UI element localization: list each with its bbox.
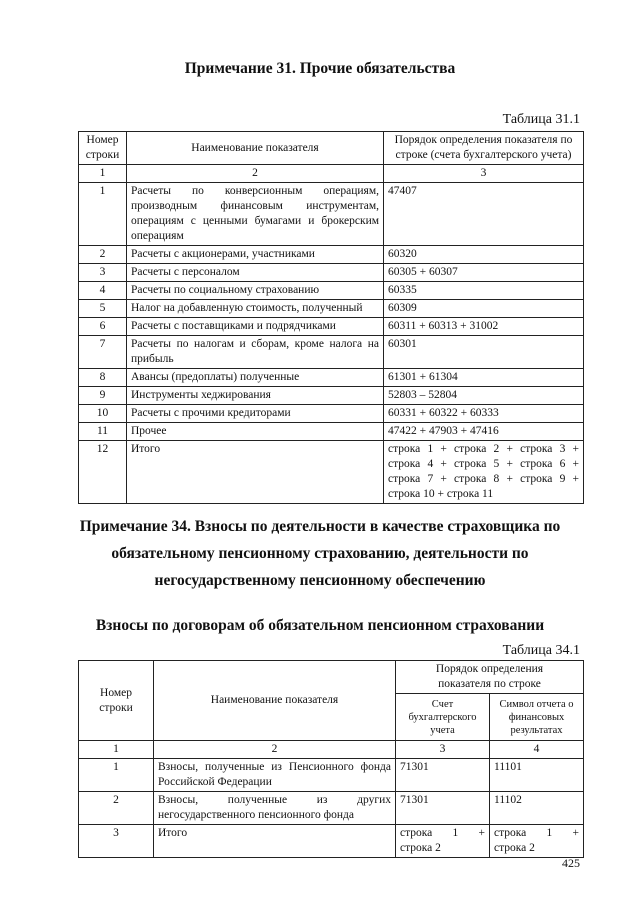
col-num-2: 2 [127, 165, 384, 183]
row-accounts [384, 246, 584, 264]
row-accounts [384, 318, 584, 336]
cell-line: операциям с ценными бумагами и брокерским [131, 215, 379, 227]
cell-line: Налог на добавленную стоимость, полученный [131, 302, 363, 314]
cell-line: 11101 [494, 761, 522, 773]
table-row [79, 318, 584, 336]
cell-line: Расчеты с поставщиками и подрядчиками [131, 320, 336, 332]
row-name [127, 246, 384, 264]
row-number: 11 [79, 423, 127, 441]
row-name [127, 336, 384, 369]
table-34-1 [78, 660, 584, 858]
row-number: 8 [79, 369, 127, 387]
cell-line: строка 1 + строка 2 + строка 3 + [388, 443, 579, 455]
table-row [79, 441, 584, 504]
row-name [127, 264, 384, 282]
cell-line: Прочее [131, 425, 167, 437]
table-row [79, 264, 584, 282]
row-name [154, 825, 396, 858]
row-number: 10 [79, 405, 127, 423]
col-num-1: 1 [79, 741, 154, 759]
cell-line: строка 1 + [400, 827, 485, 839]
cell-line: 60311 + 60313 + 31002 [388, 320, 499, 332]
cell-line: Расчеты по социальному страхованию [131, 284, 320, 296]
row-accounts [384, 264, 584, 282]
cell-line: Расчеты по налогам и сборам, кроме налога на [131, 338, 379, 350]
row-accounts [384, 282, 584, 300]
cell-line: строка 7 + строка 8 + строка 9 + [388, 473, 579, 485]
row-name [127, 318, 384, 336]
row-accounts [384, 300, 584, 318]
row-number: 3 [79, 264, 127, 282]
table-row [79, 300, 584, 318]
cell-line: строка 4 + строка 5 + строка 6 + [388, 458, 579, 470]
cell-line: Расчеты с акционерами, участниками [131, 248, 315, 260]
cell-line: строка 2 [494, 842, 535, 854]
row-name [127, 369, 384, 387]
header-name: Наименование показателя [154, 661, 396, 741]
cell-line: негосударственного пенсионного фонда [158, 809, 354, 821]
row-symbol [490, 759, 584, 792]
cell-line: Расчеты по конверсионным операциям, [131, 185, 379, 197]
col-num-4: 4 [490, 741, 584, 759]
row-name [127, 441, 384, 504]
cell-line: 60305 + 60307 [388, 266, 458, 278]
row-number: 1 [79, 759, 154, 792]
row-name [127, 405, 384, 423]
table-31-1 [78, 131, 584, 504]
row-number: 3 [79, 825, 154, 858]
table-row [79, 405, 584, 423]
cell-line: Авансы (предоплаты) полученные [131, 371, 300, 383]
row-accounts [384, 387, 584, 405]
row-accounts [384, 336, 584, 369]
row-account [396, 759, 490, 792]
row-number: 12 [79, 441, 127, 504]
table-row [79, 246, 584, 264]
table-row [79, 369, 584, 387]
cell-line: производным финансовым инструментам, [131, 200, 379, 212]
row-name [154, 759, 396, 792]
col-num-2: 2 [154, 741, 396, 759]
cell-line: Расчеты с прочими кредиторами [131, 407, 291, 419]
cell-line: Расчеты с персоналом [131, 266, 240, 278]
cell-line: строка 2 [400, 842, 441, 854]
row-name [154, 792, 396, 825]
header-num: Номер строки [79, 661, 154, 741]
note34-subtitle: Взносы по договорам об обязательном пенсионном страховании [95, 617, 545, 634]
cell-line: строка 1 + [494, 827, 580, 839]
cell-line: 60309 [388, 302, 417, 314]
cell-line: Итого [158, 827, 188, 839]
row-accounts [384, 183, 584, 246]
row-name [127, 387, 384, 405]
header-order: Порядок определения показателя по строке [396, 661, 584, 694]
cell-line: 71301 [400, 794, 429, 806]
table-row [79, 183, 584, 246]
row-name [127, 183, 384, 246]
table-row [79, 423, 584, 441]
header-name: Наименование показателя [127, 132, 384, 165]
row-name [127, 282, 384, 300]
cell-line: 47407 [388, 185, 417, 197]
table-row [79, 336, 584, 369]
cell-line: 47422 + 47903 + 47416 [388, 425, 499, 437]
row-accounts [384, 423, 584, 441]
cell-line: 60320 [388, 248, 417, 260]
row-number: 6 [79, 318, 127, 336]
col-num-3: 3 [384, 165, 584, 183]
cell-line: Инструменты хеджирования [131, 389, 271, 401]
row-account [396, 792, 490, 825]
table-row [79, 282, 584, 300]
col-num-1: 1 [79, 165, 127, 183]
row-number: 5 [79, 300, 127, 318]
cell-line: 11102 [494, 794, 522, 806]
row-accounts [384, 441, 584, 504]
table-row [79, 759, 584, 792]
cell-line: 52803 – 52804 [388, 389, 457, 401]
cell-line: операциям [131, 230, 184, 242]
row-symbol [490, 825, 584, 858]
cell-line: 60335 [388, 284, 417, 296]
col-num-3: 3 [396, 741, 490, 759]
row-number: 7 [79, 336, 127, 369]
cell-line: Итого [131, 443, 161, 455]
row-accounts [384, 405, 584, 423]
header-order: Порядок определения показателя по строке (счета бухгалтерского учета) [384, 132, 584, 165]
row-name [127, 423, 384, 441]
header-symbol: Символ отчета о финансовых результатах [490, 694, 584, 741]
row-number: 2 [79, 792, 154, 825]
cell-line: 60301 [388, 338, 417, 350]
page-number: 425 [562, 856, 580, 870]
cell-line: 60331 + 60322 + 60333 [388, 407, 499, 419]
cell-line: Взносы, полученные из других [158, 794, 391, 806]
table31-caption: Таблица 31.1 [502, 112, 580, 127]
cell-line: 61301 + 61304 [388, 371, 458, 383]
row-account [396, 825, 490, 858]
header-accounts: Счет бухгалтерского учета [396, 694, 490, 741]
table-row [79, 792, 584, 825]
cell-line: прибыль [131, 353, 174, 365]
row-number: 4 [79, 282, 127, 300]
cell-line: Взносы, полученные из Пенсионного фонда [158, 761, 391, 773]
note31-title: Примечание 31. Прочие обязательства [184, 60, 456, 77]
row-symbol [490, 792, 584, 825]
row-number: 9 [79, 387, 127, 405]
row-name [127, 300, 384, 318]
header-num: Номер строки [79, 132, 127, 165]
table34-caption: Таблица 34.1 [502, 643, 580, 658]
row-number: 1 [79, 183, 127, 246]
row-number: 2 [79, 246, 127, 264]
cell-line: строка 10 + строка 11 [388, 488, 494, 500]
table-row [79, 825, 584, 858]
note34-title: Примечание 34. Взносы по деятельности в качестве страховщика по обязательному пенсионному страхованию, деятельности по негосударственному пенсионному обеспечению [79, 518, 561, 589]
row-accounts [384, 369, 584, 387]
table-row [79, 387, 584, 405]
cell-line: 71301 [400, 761, 429, 773]
cell-line: Российской Федерации [158, 776, 272, 788]
